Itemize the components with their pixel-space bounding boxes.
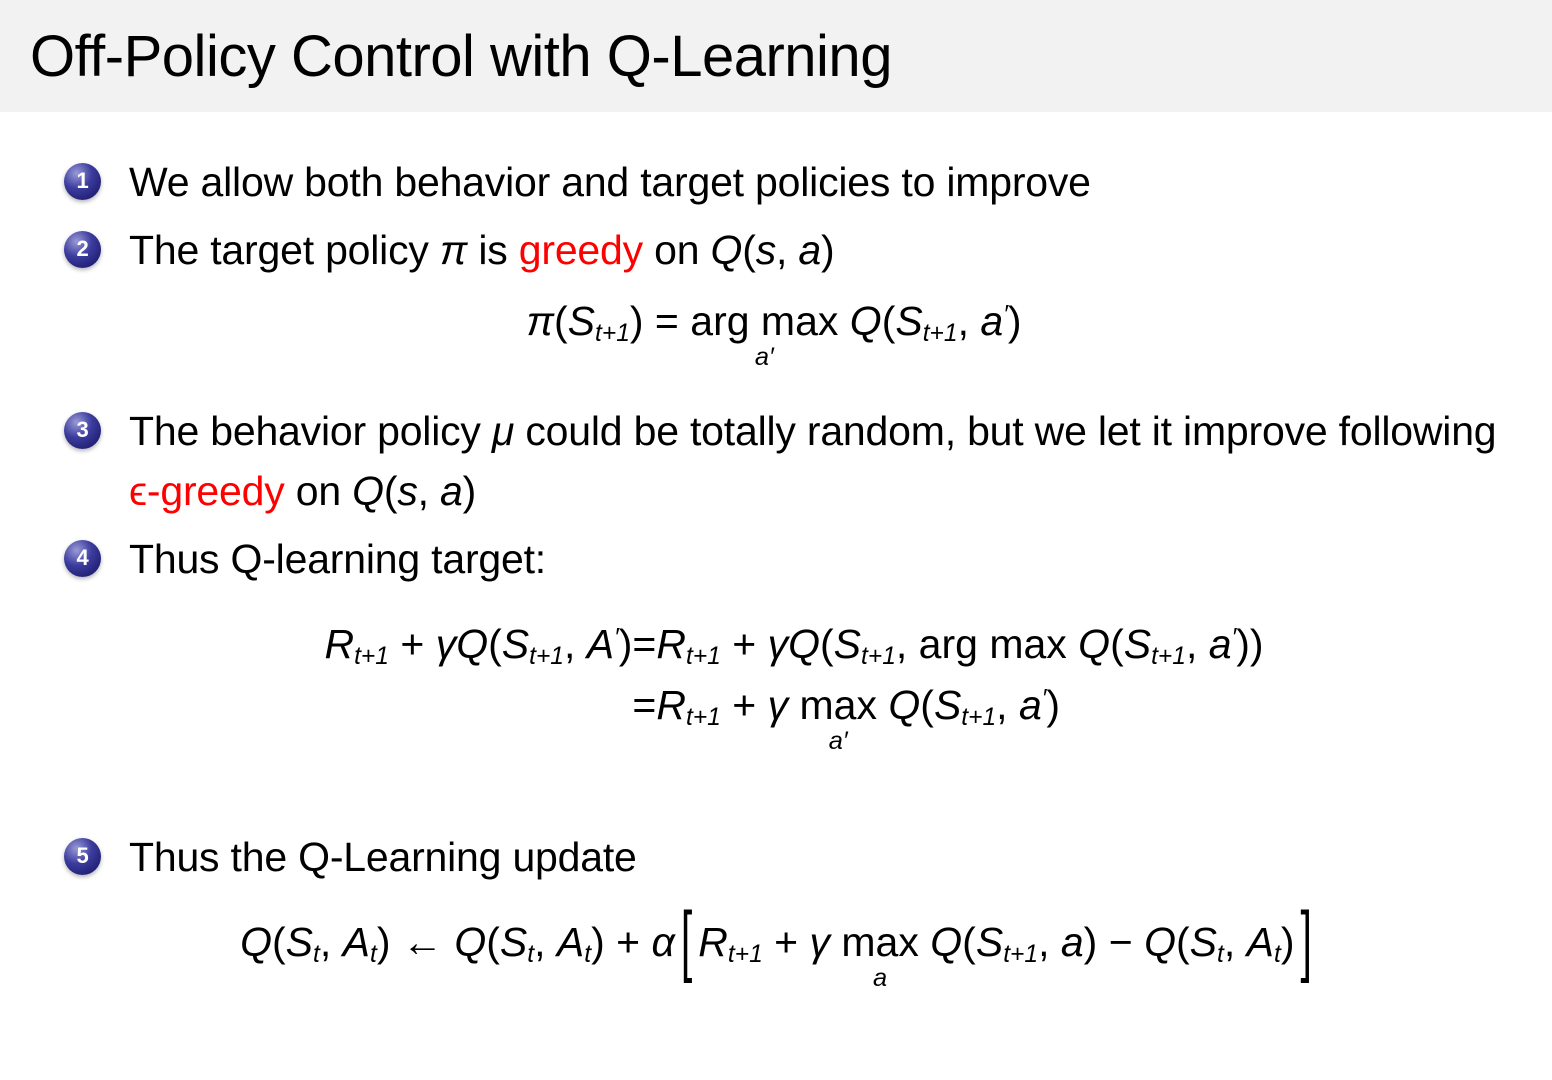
slide-title-bar — [0, 0, 1552, 112]
bullet-item-3 — [64, 401, 1524, 522]
bullet-text: The target policy π is greedy on Q(s, a) — [129, 226, 835, 273]
equation-q-target-line1-rhs: $=R_{t+1} + \gamma Q(S_{t+1}$, arg $\max Q(S_{t+1}$, a′)) — [632, 620, 1264, 670]
slide-title: Off-Policy Control with Q-Learning — [30, 23, 892, 89]
bullet-number-badge: 5 — [64, 838, 101, 875]
bullet-text: Thus Q-learning target: — [129, 536, 546, 583]
bullet-text: The behavior policy μ could be totally random, but we let it improve following ϵ-greedy on Q(s, a) — [129, 407, 1497, 515]
equation-q-target-line2-rhs: $=R_{t+1} + \gamma$ max a′ $Q(S_{t+1}$, a′) — [632, 682, 1061, 756]
bullet-text: Thus the Q-Learning update — [129, 833, 637, 880]
bullet-item-2 — [64, 220, 1524, 281]
bullet-text: We allow both behavior and target policies to improve — [129, 159, 1091, 205]
bullet-number-badge: 1 — [64, 163, 101, 200]
slide-body — [0, 112, 1552, 992]
equation-q-update: $Q(S_t$, $A_t$) ← $Q(S_t$, $A_t) + \alpha$ [ $R_{t+1} + \gamma$ max a $Q(S_{t+1}$, $a) - Q(S_t$, $A_t$) ] — [240, 895, 1312, 993]
equation-q-target — [64, 618, 1524, 755]
bullet-item-1 — [64, 152, 1524, 213]
bullet-number-badge: 3 — [64, 412, 101, 449]
bullet-item-5 — [64, 827, 1524, 888]
bullet-number-badge: 2 — [64, 231, 101, 268]
equation-q-target-line1-lhs: $R_{t+1} + \gamma Q(S_{t+1}$, A′) — [324, 620, 633, 670]
equation-greedy-policy: $\pi(S_{t+1})$ = arg max a′ $Q(S_{t+1}$, a′) — [526, 298, 1022, 372]
bullet-number-badge: 4 — [64, 540, 101, 577]
bullet-item-4 — [64, 529, 1524, 590]
